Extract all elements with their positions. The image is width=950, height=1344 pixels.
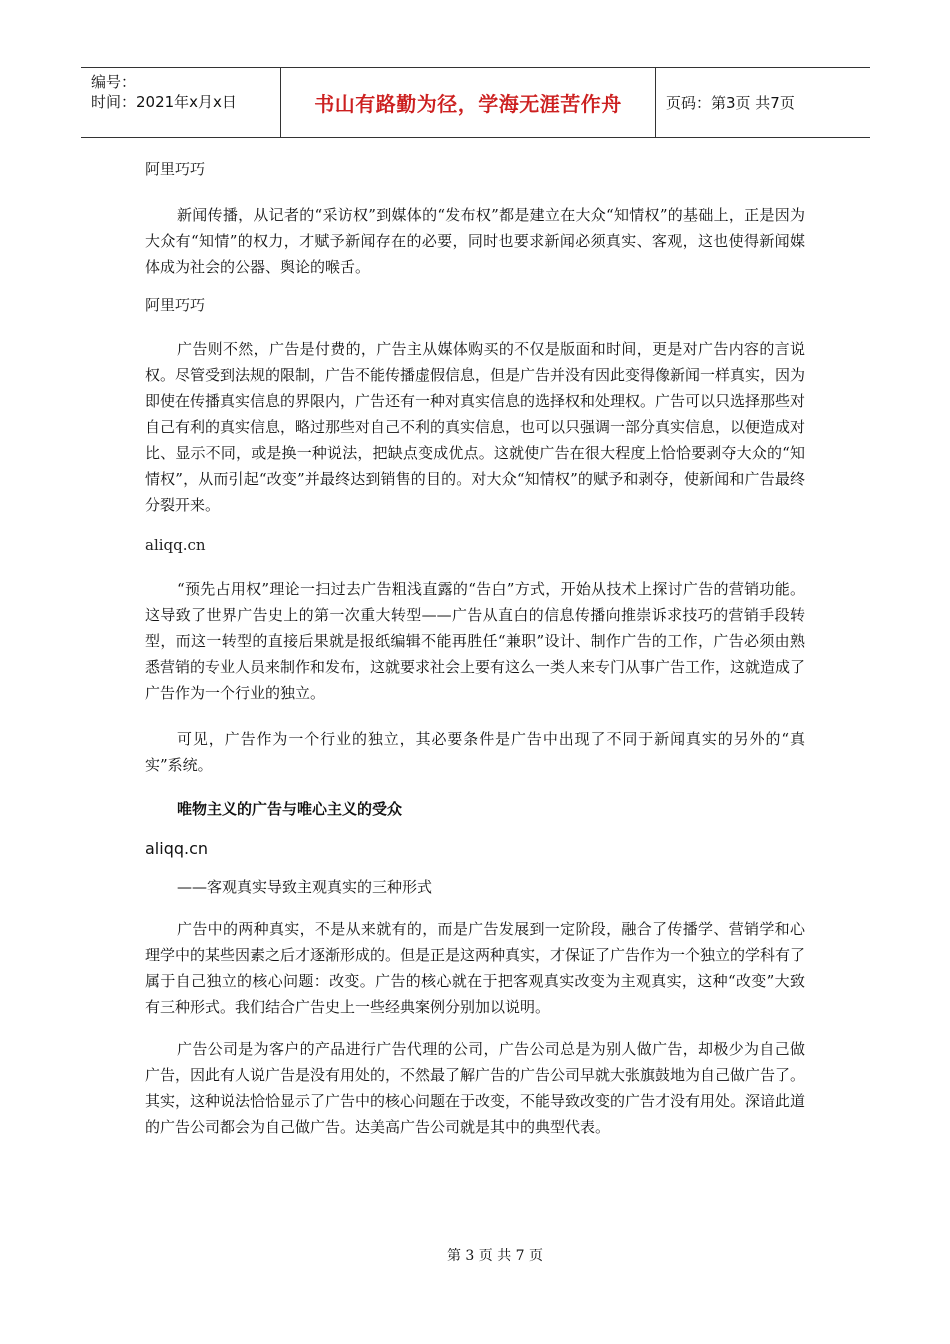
source-label: 阿里巧巧 (145, 160, 206, 178)
header-page-info: 页码：第3页 共7页 (666, 94, 795, 112)
section-heading: 唯物主义的广告与唯心主义的受众 (177, 800, 403, 818)
source-label: aliqq.cn (145, 536, 206, 554)
document-body (145, 150, 805, 1140)
doc-time-label: 时间：2021年x月x日 (91, 93, 237, 111)
source-label: 阿里巧巧 (145, 296, 206, 314)
paragraph: 广告公司是为客户的产品进行广告代理的公司，广告公司总是为别人做广告，却极少为自己做广告，因此有人说广告是没有用处的，不然最了解广告的广告公司早就大张旗鼓地为自己做广告了。其实，这种说法恰恰显示了广告中的核心问题在于改变，不能导致改变的广告才没有用处。深谙此道的广告公司都会为自己做广告。达美高广告公司就是其中的典型代表。 (145, 1040, 806, 1136)
page-header (81, 67, 870, 138)
page-footer: 第 3 页 共 7 页 (446, 1248, 544, 1264)
paragraph: “预先占用权”理论一扫过去广告粗浅直露的“告白”方式，开始从技术上探讨广告的营销功能。这导致了世界广告史上的第一次重大转型——广告从直白的信息传播向推崇诉求技巧的营销手段转型，而这一转型的直接后果就是报纸编辑不能再胜任“兼职”设计、制作广告的工作，广告必须由熟悉营销的专业人员来制作和发布，这就要求社会上要有这么一类人来专门从事广告工作，这就造成了广告作为一个行业的独立。 (145, 580, 806, 702)
paragraph: 广告中的两种真实，不是从来就有的，而是广告发展到一定阶段，融合了传播学、营销学和心理学中的某些因素之后才逐渐形成的。但是正是这两种真实，才保证了广告作为一个独立的学科有了属于自己独立的核心问题：改变。广告的核心就在于把客观真实改变为主观真实，这种“改变”大致有三种形式。我们结合广告史上一些经典案例分别加以说明。 (145, 920, 806, 1016)
source-label: aliqq.cn (145, 839, 209, 858)
header-meta (81, 68, 281, 137)
paragraph: 可见，广告作为一个行业的独立，其必要条件是广告中出现了不同于新闻真实的另外的“真实”系统。 (145, 730, 805, 774)
header-motto: 书山有路勤为径，学海无涯苦作舟 (281, 68, 656, 137)
paragraph: 广告则不然，广告是付费的，广告主从媒体购买的不仅是版面和时间，更是对广告内容的言说权。尽管受到法规的限制，广告不能传播虚假信息，但是广告并没有因此变得像新闻一样真实，因为即使在传播真实信息的界限内，广告还有一种对真实信息的选择权和处理权。广告可以只选择那些对自己有利的真实信息，略过那些对自己不利的真实信息，也可以只强调一部分真实信息，以便造成对比、显示不同，或是换一种说法，把缺点变成优点。这就使广告在很大程度上恰恰要剥夺大众的“知情权”，从而引起“改变”并最终达到销售的目的。对大众“知情权”的赋予和剥夺，使新闻和广告最终分裂开来。 (145, 340, 806, 514)
doc-number-label: 编号： (91, 73, 137, 91)
paragraph: 新闻传播，从记者的“采访权”到媒体的“发布权”都是建立在大众“知情权”的基础上，正是因为大众有“知情”的权力，才赋予新闻存在的必要，同时也要求新闻必须真实、客观，这也使得新闻媒体成为社会的公器、舆论的喉舌。 (145, 206, 805, 276)
section-subtitle: ——客观真实导致主观真实的三种形式 (177, 878, 433, 896)
